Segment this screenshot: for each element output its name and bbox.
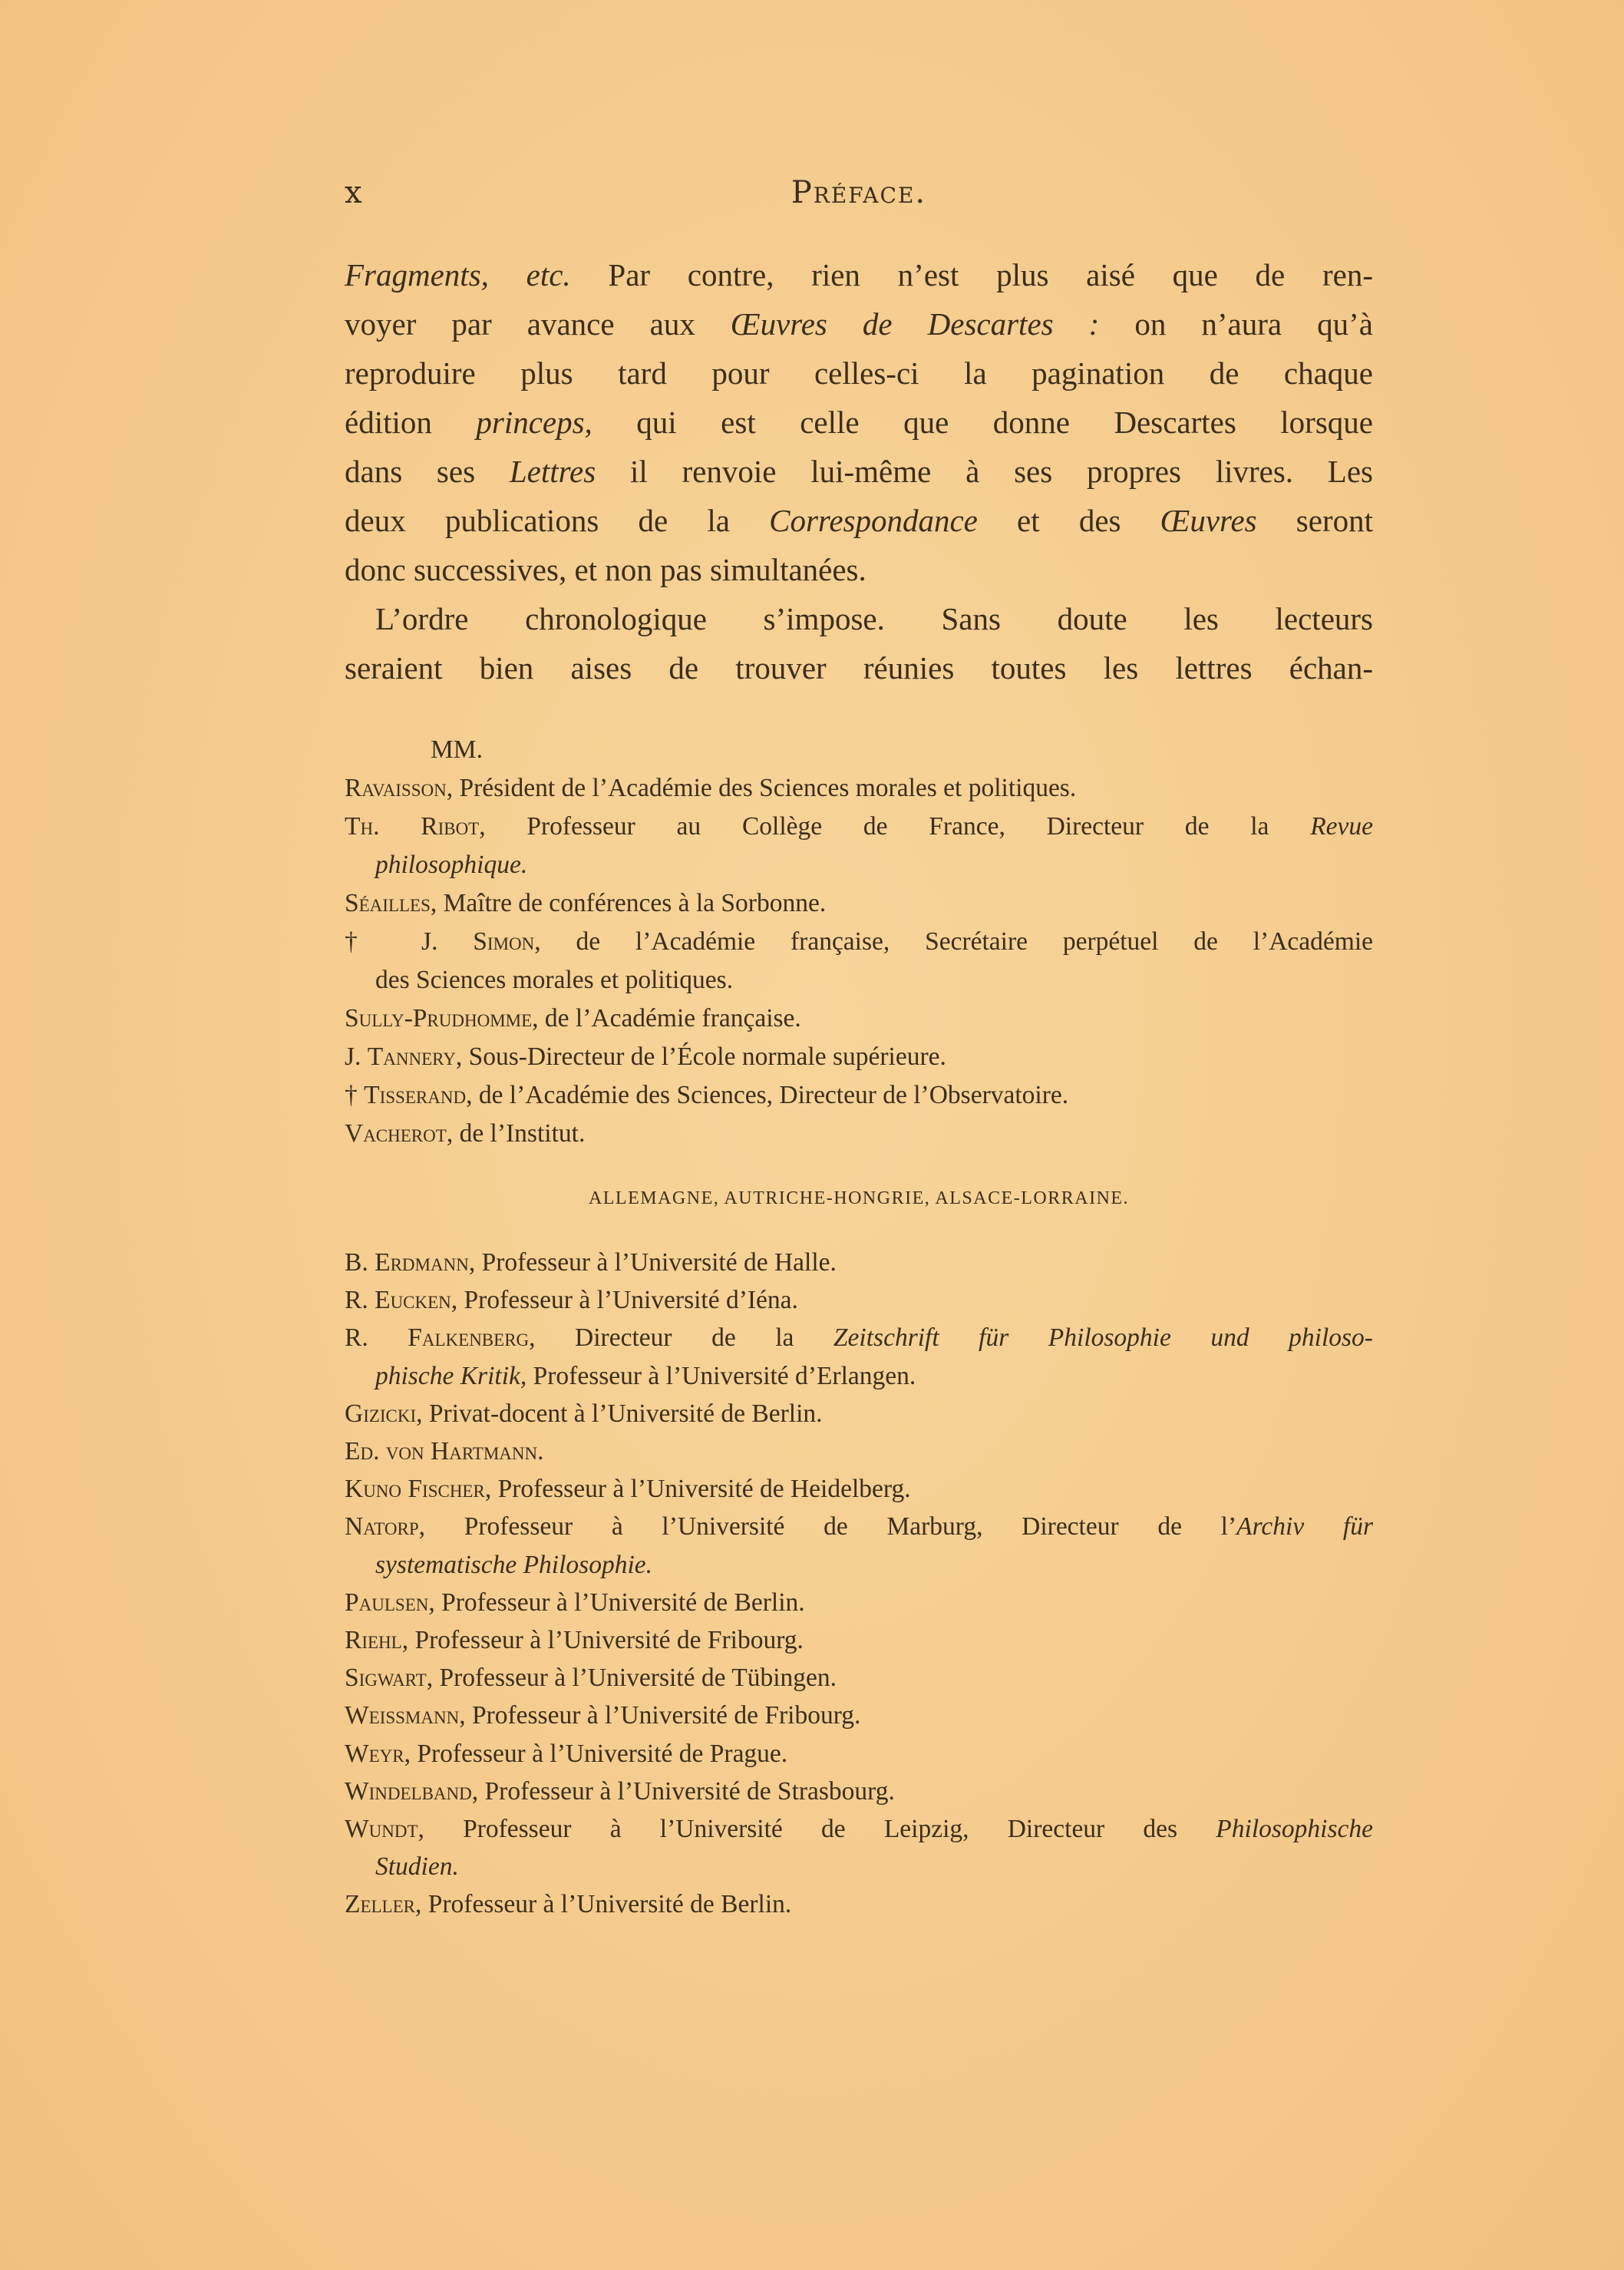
text-run: , Professeur à l’Université de Leipzig, Directeur des bbox=[418, 1815, 1216, 1844]
italic-text: Revue bbox=[1310, 812, 1374, 841]
person-name: Tannery bbox=[367, 1042, 456, 1071]
text-run: Par contre, rien n’est plus aisé que de ren- bbox=[570, 257, 1373, 292]
text-run: † J. bbox=[345, 927, 474, 956]
text-line bbox=[345, 1697, 1373, 1734]
text-run: reproduire plus tard pour celles-ci la pagination de chaque bbox=[345, 355, 1373, 391]
text-line bbox=[345, 1621, 1373, 1659]
text-line bbox=[345, 961, 1373, 1000]
running-header bbox=[345, 175, 1373, 221]
person-name: Windelband bbox=[345, 1776, 472, 1806]
text-line bbox=[345, 349, 1373, 398]
text-line bbox=[345, 884, 1373, 923]
italic-text: Fragments, etc. bbox=[345, 257, 571, 292]
italic-text: Œuvres bbox=[1160, 503, 1257, 538]
page-number: x bbox=[345, 175, 362, 210]
text-line bbox=[345, 1885, 1373, 1923]
italic-text: princeps, bbox=[476, 405, 592, 440]
person-name: Wundt bbox=[345, 1815, 418, 1844]
italic-text: philosophique. bbox=[375, 851, 528, 879]
text-run: , Privat-docent à l’Université de Berlin. bbox=[416, 1399, 823, 1428]
text-run: † bbox=[345, 1081, 365, 1109]
person-name: Gizicki bbox=[345, 1399, 417, 1428]
text-run: , Professeur à l’Université de Prague. bbox=[404, 1739, 788, 1768]
text-line bbox=[345, 923, 1373, 961]
text-line bbox=[345, 496, 1373, 545]
text-run: , de l’Académie française. bbox=[532, 1004, 801, 1033]
text-run: , de l’Académie française, Secrétaire perpétuel de l’Académie bbox=[534, 927, 1373, 956]
section-heading: ALLEMAGNE, AUTRICHE-HONGRIE, ALSACE-LORRAINE. bbox=[588, 1188, 1130, 1208]
person-name: Vacherot bbox=[345, 1119, 447, 1148]
text-line bbox=[345, 447, 1373, 496]
text-run: , Sous-Directeur de l’École normale supérieure. bbox=[455, 1042, 946, 1071]
text-line bbox=[345, 398, 1373, 447]
text-line bbox=[345, 1076, 1373, 1115]
text-run: R. bbox=[345, 1323, 408, 1353]
person-name: Zeller bbox=[345, 1890, 416, 1919]
text-line bbox=[345, 1546, 1373, 1584]
person-name: Paulsen bbox=[345, 1588, 429, 1617]
body-text bbox=[345, 250, 1373, 692]
person-name: Simon bbox=[473, 927, 535, 956]
member-list-germany bbox=[345, 1244, 1373, 1924]
text-run: , Professeur à l’Université de Strasbourg. bbox=[471, 1776, 895, 1806]
text-run: , Professeur au Collège de France, Directeur de la bbox=[479, 812, 1311, 841]
text-run: , de l’Académie des Sciences, Directeur de l’Observatoire. bbox=[466, 1081, 1069, 1109]
italic-text: Philosophische bbox=[1216, 1815, 1373, 1844]
text-run: on n’aura qu’à bbox=[1099, 306, 1373, 342]
text-run: qui est celle que donne Descartes lorsque bbox=[592, 405, 1373, 440]
person-name: Sigwart bbox=[345, 1664, 427, 1693]
running-title: Préface. bbox=[791, 175, 927, 210]
text-run: dans ses bbox=[345, 454, 510, 489]
text-run: , de l’Institut. bbox=[446, 1119, 586, 1148]
text-run: B. bbox=[345, 1248, 375, 1277]
person-name: Natorp bbox=[345, 1512, 419, 1541]
text-line bbox=[345, 250, 1373, 299]
person-name: Sully-Prudhomme bbox=[345, 1004, 533, 1033]
text-run: et des bbox=[977, 503, 1160, 538]
person-name: Eucken bbox=[375, 1286, 451, 1315]
text-line bbox=[345, 1432, 1373, 1470]
text-line bbox=[345, 731, 1373, 769]
text-line bbox=[345, 643, 1373, 692]
text-run: , Professeur à l’Université de Tübingen. bbox=[426, 1664, 837, 1693]
text-line bbox=[345, 1281, 1373, 1319]
text-line bbox=[345, 299, 1373, 349]
italic-text: Archiv für bbox=[1236, 1512, 1373, 1541]
text-run: édition bbox=[345, 405, 477, 440]
text-run: , Professeur à l’Université de Heidelberg. bbox=[484, 1475, 911, 1504]
person-name: Weissmann bbox=[345, 1701, 460, 1730]
italic-text: Zeitschrift für Philosophie und philoso- bbox=[833, 1323, 1373, 1353]
text-run: , Professeur à l’Université de Fribourg. bbox=[401, 1626, 804, 1655]
text-line bbox=[345, 594, 1373, 643]
text-line bbox=[345, 1508, 1373, 1545]
person-name: Th. Ribot bbox=[345, 812, 480, 841]
text-run: MM. bbox=[431, 735, 483, 764]
italic-text: Studien. bbox=[375, 1852, 459, 1882]
text-run: Professeur à l’Université d’Erlangen. bbox=[526, 1361, 916, 1390]
italic-text: Correspondance bbox=[769, 503, 978, 538]
text-line bbox=[345, 846, 1373, 884]
text-run: , Maître de conférences à la Sorbonne. bbox=[430, 889, 827, 917]
text-run: donc successives, et non pas simultanées. bbox=[345, 552, 866, 587]
person-name: Ravaisson bbox=[345, 774, 447, 802]
italic-text: Œuvres de Descartes : bbox=[730, 306, 1100, 342]
text-run: , Professeur à l’Université de Halle. bbox=[468, 1248, 837, 1277]
member-list-france bbox=[345, 731, 1373, 1153]
text-run: , Professeur à l’Université de Marburg, Directeur de l’ bbox=[418, 1512, 1237, 1541]
text-line bbox=[345, 1244, 1373, 1281]
person-name: Kuno Fischer bbox=[345, 1475, 485, 1504]
text-run: , Professeur à l’Université de Berlin. bbox=[428, 1588, 805, 1617]
text-line bbox=[345, 1773, 1373, 1810]
person-name: Ed. von Hartmann. bbox=[345, 1437, 544, 1466]
text-line bbox=[345, 1735, 1373, 1773]
text-run: deux publications de la bbox=[345, 503, 770, 538]
text-run: seront bbox=[1256, 503, 1374, 538]
text-run: voyer par avance aux bbox=[345, 306, 731, 342]
text-run: , Président de l’Académie des Sciences morales et politiques. bbox=[446, 774, 1077, 802]
person-name: Weyr bbox=[345, 1739, 404, 1768]
text-run: J. bbox=[345, 1042, 368, 1071]
person-name: Riehl bbox=[345, 1626, 402, 1655]
text-run: , Professeur à l’Université de Fribourg. bbox=[459, 1701, 861, 1730]
text-line bbox=[345, 545, 1373, 594]
text-run: L’ordre chronologique s’impose. Sans doute les lecteurs bbox=[375, 601, 1373, 636]
italic-text: Lettres bbox=[509, 454, 596, 489]
text-run: seraient bien aises de trouver réunies toutes les lettres échan- bbox=[345, 650, 1373, 686]
text-line bbox=[345, 1395, 1373, 1432]
person-name: Erdmann bbox=[375, 1248, 469, 1277]
text-run: , Professeur à l’Université d’Iéna. bbox=[451, 1286, 798, 1315]
text-line bbox=[345, 1357, 1373, 1395]
text-run: , Professeur à l’Université de Berlin. bbox=[415, 1890, 792, 1919]
person-name: Falkenberg bbox=[408, 1323, 530, 1353]
text-line bbox=[345, 1659, 1373, 1697]
text-run: , Directeur de la bbox=[529, 1323, 833, 1353]
text-line bbox=[345, 1115, 1373, 1153]
text-line bbox=[345, 769, 1373, 808]
text-line bbox=[345, 1319, 1373, 1356]
text-run: des Sciences morales et politiques. bbox=[375, 966, 734, 994]
text-line bbox=[345, 1810, 1373, 1848]
text-run: R. bbox=[345, 1286, 375, 1315]
person-name: Tisserand bbox=[364, 1081, 467, 1109]
text-line bbox=[345, 1038, 1373, 1076]
text-line bbox=[345, 808, 1373, 846]
text-line bbox=[345, 1584, 1373, 1621]
text-line bbox=[345, 1000, 1373, 1038]
text-line bbox=[345, 1848, 1373, 1885]
italic-text: systematische Philosophie. bbox=[375, 1550, 652, 1579]
text-line bbox=[345, 1470, 1373, 1508]
text-run: il renvoie lui-même à ses propres livres. Les bbox=[596, 454, 1374, 489]
person-name: Séailles bbox=[345, 889, 431, 917]
italic-text: phische Kritik, bbox=[375, 1361, 527, 1390]
